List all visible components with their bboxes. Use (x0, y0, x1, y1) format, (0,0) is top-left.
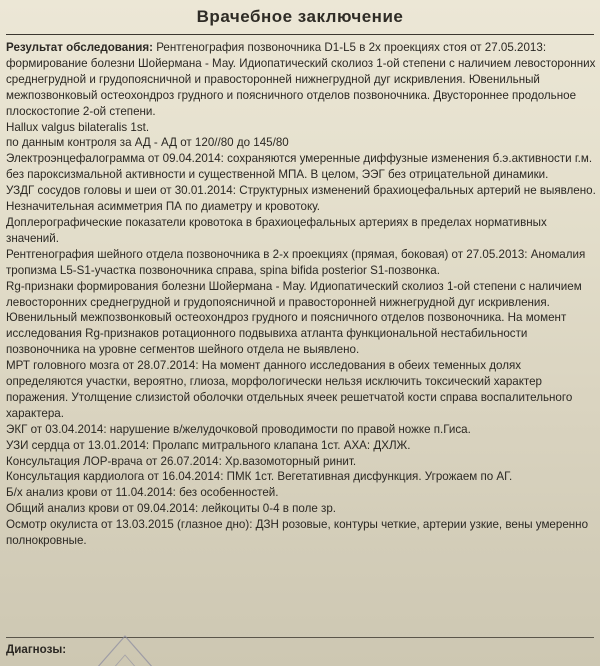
paragraph-ent-consult: Консультация ЛОР-врача от 26.07.2014: Хр.вазомоторный ринит. (6, 454, 357, 468)
paragraph-heart-ultrasound: УЗИ сердца от 13.01.2014: Пролапс митрального клапана 1ст. АХА: ДХЛЖ. (6, 438, 411, 452)
paragraph-biochem: Б/х анализ крови от 11.04.2014: без особенностей. (6, 486, 279, 500)
paragraph-doppler: УЗДГ сосудов головы и шеи от 30.01.2014: Структурных изменений брахиоцефальных артерий не выявлено. Незначительная асимметрия ПА по диаметру и кровотоку. Доплерографические показатели кровотока в брахиоцефальных артериях в пределах нормативных значений. (6, 184, 596, 245)
results-text: Рентгенография позвоночника D1-L5 в 2х проекциях стоя от 27.05.2013: формирование болезни Шойермана - Мау. Идиопатический сколиоз 1-ой степени с наличием левосторонних среднегрудной и грудопоясничной и правосторонней нижнегрудной дуг искривления. Ювенильный межпозвонковый остеохондроз грудного и поясничного отделов позвоночника. Двустороннее продольное плоскостопие 2-ой степени. (6, 41, 596, 118)
diagnoses-label: Диагнозы: (6, 643, 67, 656)
paragraph-ophthalmology: Осмотр окулиста от 13.03.2015 (глазное дно): ДЗН розовые, контуры четкие, артерии узкие, вены умеренно полнокровные. (6, 518, 589, 548)
paragraph-eeg: Электроэнцефалограмма от 09.04.2014: сохраняются умеренные диффузные изменения б.э.активности г.м. без пароксизмальной активности и существенной МПА. В целом, ЭЭГ без отрицательной динамики. (6, 152, 593, 182)
document-title: Врачебное заключение (196, 7, 404, 26)
report-body (6, 40, 596, 549)
stamp-mark (70, 628, 180, 666)
paragraph-cervical-xray: Рентгенография шейного отдела позвоночника в 2-х проекциях (прямая, боковая) от 27.05.2013: Аномалия тропизма L5-S1-участка позвоночника справа, spina bifida posterior S1-позвонка. (6, 247, 586, 277)
paragraph-rg-signs: Rg-признаки формирования болезни Шойермана - Мау. Идиопатический сколиоз 1-ой степени с наличием левосторонних среднегрудной и грудопоясничной и правосторонней нижнегрудной дуг искривления. Ювенильный межпозвонковый остеохондроз грудного и поясничного отделов позвоночника. На момент исследования Rg-признаков ротационного подвывиха атланта функциональной нестабильности позвоночника на уровне сегментов шейного отдела не выявлено. (6, 279, 582, 357)
paragraph-mri: МРТ головного мозга от 28.07.2014: На момент данного исследования в обеих теменных долях определяются участки, вероятно, глиоза, морфологически нельзя исключить токсический характер поражения. Утолщение слизистой оболочки отдельных ячеек решетчатой кости справа воспалительного характера. (6, 359, 573, 420)
paragraph-blood-test: Общий анализ крови от 09.04.2014: лейкоциты 0-4 в поле зр. (6, 502, 337, 516)
title-divider (6, 34, 594, 35)
paragraph-hallux-bp: Hallux valgus bilateralis 1st. по данным контроля за АД - АД от 120//80 до 145/80 (6, 120, 289, 150)
paragraph-cardiology-consult: Консультация кардиолога от 16.04.2014: ПМК 1ст. Вегетативная дисфункция. Угрожаем по АГ. (6, 470, 513, 484)
paragraph-ecg: ЭКГ от 03.04.2014: нарушение в/желудочковой проводимости по правой ножке п.Гиса. (6, 422, 471, 436)
results-paragraph (6, 40, 596, 120)
results-label: Результат обследования: (6, 41, 153, 54)
